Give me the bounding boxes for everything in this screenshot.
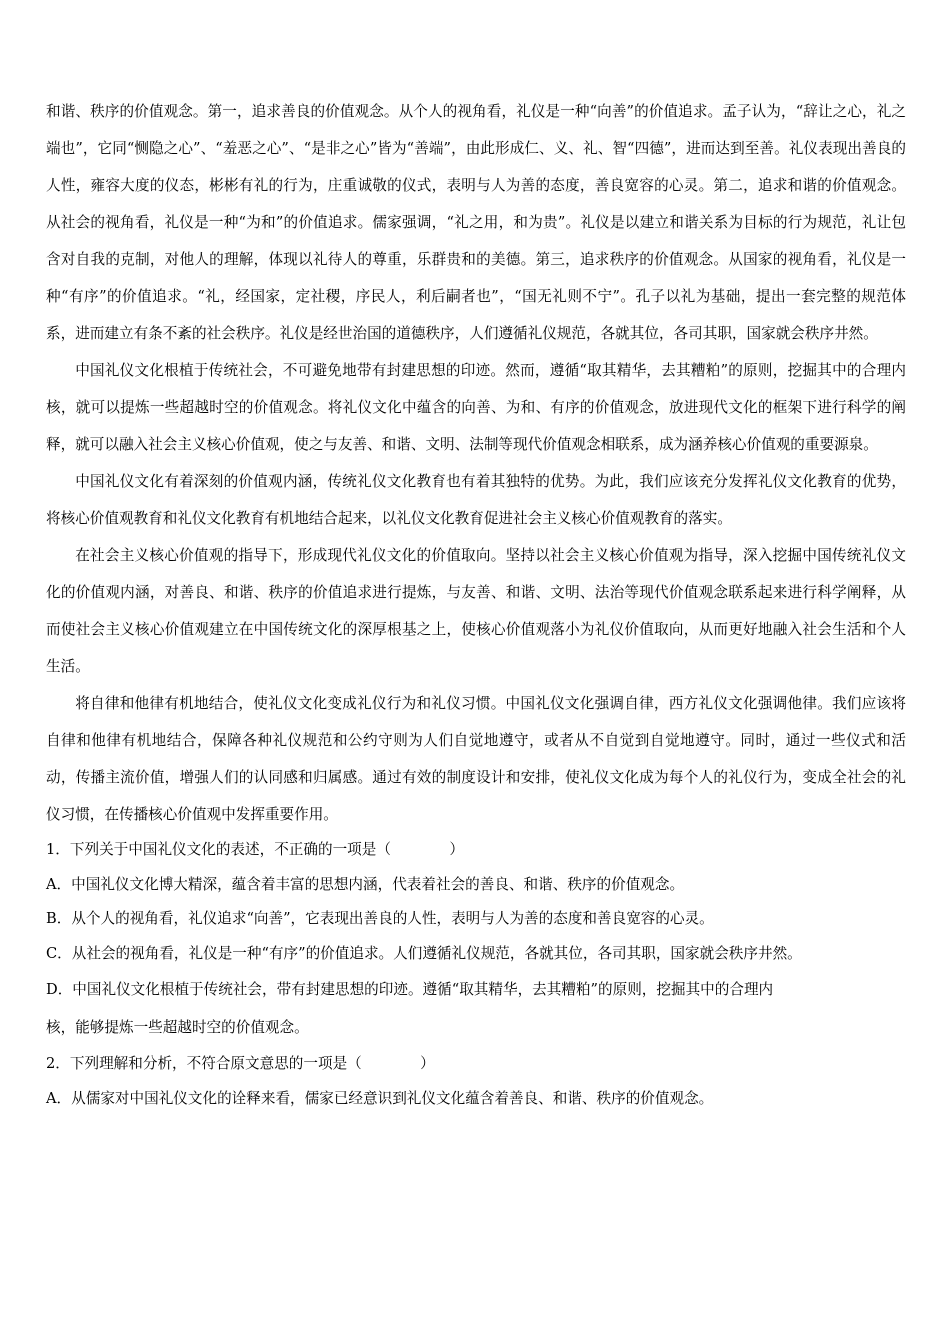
article-paragraph-3: 中国礼仪文化有着深刻的价值观内涵，传统礼仪文化教育也有着其独特的优势。为此，我们应该充分发挥礼仪文化教育的优势，将核心价值观教育和礼仪文化教育有机地结合起来，以礼仪文化教育促进社会主义核心价值观教育的落实。 [46, 473, 906, 527]
question-1-option-b: B．从个人的视角看，礼仪追求“向善”，它表现出善良的人性，表明与人为善的态度和善良宽容的心灵。 [46, 910, 714, 927]
article-paragraph-4: 在社会主义核心价值观的指导下，形成现代礼仪文化的价值取向。坚持以社会主义核心价值观为指导，深入挖掘中国传统礼仪文化的价值观内涵，对善良、和谐、秩序的价值追求进行提炼，与友善、和谐、文明、法治等现代价值观念联系起来进行科学阐释，从而使社会主义核心价值观建立在中国传统文化的深厚根基之上，使核心价值观落小为礼仪价值取向，从而更好地融入社会生活和个人生活。 [46, 547, 906, 675]
document-page [46, 93, 906, 1116]
question-1-option-a: A．中国礼仪文化博大精深，蕴含着丰富的思想内涵，代表着社会的善良、和谐、秩序的价值观念。 [46, 875, 685, 893]
question-1 [46, 833, 906, 1047]
question-1-option-c: C．从社会的视角看，礼仪是一种“有序”的价值追求。人们遵循礼仪规范，各就其位，各司其职，国家就会秩序井然。 [46, 944, 802, 962]
article-paragraph-5: 将自律和他律有机地结合，使礼仪文化变成礼仪行为和礼仪习惯。中国礼仪文化强调自律，西方礼仪文化强调他律。我们应该将自律和他律有机地结合，保障各种礼仪规范和公约守则为人们自觉地遵守，或者从不自觉到自觉地遵守。同时，通过一些仪式和活动，传播主流价值，增强人们的认同感和归属感。通过有效的制度设计和安排，使礼仪文化成为每个人的礼仪行为，变成全社会的礼仪习惯，在传播核心价值观中发挥重要作用。 [46, 695, 906, 823]
question-1-option-d-line-2: 核，能够提炼一些超越时空的价值观念。 [46, 1019, 309, 1036]
question-2 [46, 1047, 906, 1116]
question-2-option-a: A．从儒家对中国礼仪文化的诠释来看，儒家已经意识到礼仪文化蕴含着善良、和谐、秩序的价值观念。 [46, 1089, 714, 1107]
question-2-stem: 2．下列理解和分析，不符合原文意思的一项是（ ） [46, 1055, 435, 1072]
question-1-option-d [46, 971, 906, 1047]
article-paragraph-2: 中国礼仪文化根植于传统社会，不可避免地带有封建思想的印迹。然而，遵循“取其精华，去其糟粕”的原则，挖掘其中的合理内核，就可以提炼一些超越时空的价值观念。将礼仪文化中蕴含的向善、为和、有序的价值观念，放进现代文化的框架下进行科学的阐释，就可以融入社会主义核心价值观，使之与友善、和谐、文明、法制等现代价值观念相联系，成为涵养核心价值观的重要源泉。 [46, 362, 906, 453]
question-1-option-d-line-1: D．中国礼仪文化根植于传统社会，带有封建思想的印迹。遵循“取其精华，去其糟粕”的原则，挖掘其中的合理内 [46, 981, 774, 998]
article-paragraph-1: 和谐、秩序的价值观念。第一，追求善良的价值观念。从个人的视角看，礼仪是一种“向善”的价值追求。孟子认为，“辞让之心，礼之端也”，它同“恻隐之心”、“羞恶之心”、“是非之心”皆为“善端”，由此形成仁、义、礼、智“四德”，进而达到至善。礼仪表现出善良的人性，雍容大度的仪态，彬彬有礼的行为，庄重诚敬的仪式，表明与人为善的态度，善良宽容的心灵。第二，追求和谐的价值观念。从社会的视角看，礼仪是一种“为和”的价值追求。儒家强调，“礼之用，和为贵”。礼仪是以建立和谐关系为目标的行为规范，礼让包含对自我的克制，对他人的理解，体现以礼待人的尊重，乐群贵和的美德。第三，追求秩序的价值观念。从国家的视角看，礼仪是一种“有序”的价值追求。“礼，经国家，定社稷，序民人，利后嗣者也”，“国无礼则不宁”。孔子以礼为基础，提出一套完整的规范体系，进而建立有条不紊的社会秩序。礼仪是经世治国的道德秩序，人们遵循礼仪规范，各就其位，各司其职，国家就会秩序井然。 [46, 103, 906, 342]
question-1-stem: 1．下列关于中国礼仪文化的表述，不正确的一项是（ ） [46, 841, 464, 858]
